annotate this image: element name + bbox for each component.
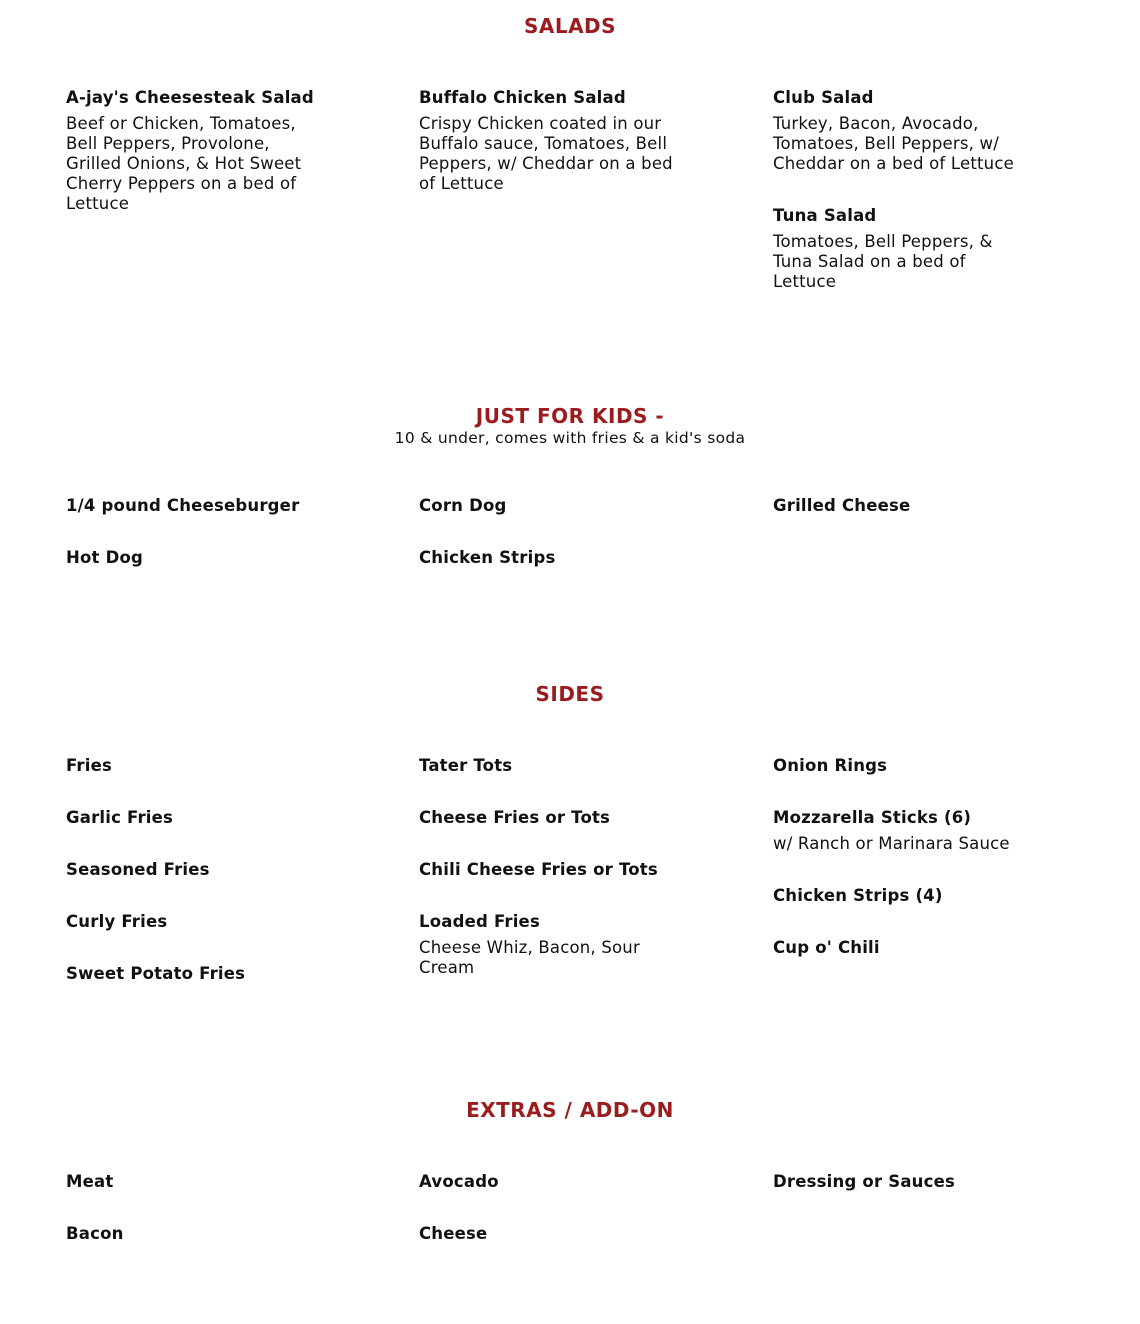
item-name: Dressing or Sauces xyxy=(773,1172,955,1191)
section-title-salads: SALADS xyxy=(523,14,617,38)
menu-item xyxy=(773,756,1043,776)
menu-item xyxy=(419,496,689,516)
menu-item xyxy=(66,808,336,828)
item-desc: Beef or Chicken, Tomatoes, Bell Peppers, Provolone, Grilled Onions, & Hot Sweet Cherry Peppers on a bed of Lettuce xyxy=(66,114,302,213)
item-name: Chicken Strips (4) xyxy=(773,886,943,905)
menu-item xyxy=(66,1172,336,1192)
item-name: Tater Tots xyxy=(419,756,513,775)
item-name: Fries xyxy=(66,756,113,775)
item-name: Hot Dog xyxy=(66,548,144,567)
menu-item xyxy=(66,548,336,568)
item-name: Cup o' Chili xyxy=(773,938,880,957)
menu-item xyxy=(419,912,669,978)
section-title-extras: EXTRAS / ADD-ON xyxy=(466,1098,674,1122)
item-desc: Crispy Chicken coated in our Buffalo sauce, Tomatoes, Bell Peppers, w/ Cheddar on a bed of Lettuce xyxy=(419,114,673,193)
menu-item xyxy=(773,88,1038,174)
item-name: Chicken Strips xyxy=(419,548,556,567)
item-name: Bacon xyxy=(66,1224,124,1243)
menu-item xyxy=(66,88,326,214)
menu-item xyxy=(66,1224,336,1244)
item-name: Mozzarella Sticks (6) xyxy=(773,808,972,827)
menu-item xyxy=(66,496,336,516)
menu-item xyxy=(66,860,336,880)
menu-item xyxy=(419,1224,689,1244)
item-name: Cheese xyxy=(419,1224,488,1243)
section-title-kids: JUST FOR KIDS - xyxy=(475,404,665,428)
menu-item xyxy=(419,1172,689,1192)
item-desc: Cheese Whiz, Bacon, Sour Cream xyxy=(419,938,640,977)
menu-item xyxy=(773,496,1043,516)
item-name: Corn Dog xyxy=(419,496,507,515)
menu-item xyxy=(419,548,689,568)
section-subtitle-kids: 10 & under, comes with fries & a kid's soda xyxy=(394,429,746,447)
item-name: Curly Fries xyxy=(66,912,168,931)
menu-item xyxy=(773,808,1053,854)
item-name: Grilled Cheese xyxy=(773,496,911,515)
item-name: Tuna Salad xyxy=(773,206,877,225)
item-name: Seasoned Fries xyxy=(66,860,210,879)
item-name: Cheese Fries or Tots xyxy=(419,808,611,827)
menu-item xyxy=(773,206,1018,292)
item-name: 1/4 pound Cheeseburger xyxy=(66,496,300,515)
item-name: Buffalo Chicken Salad xyxy=(419,88,626,107)
section-title-sides: SIDES xyxy=(535,682,605,706)
item-name: Club Salad xyxy=(773,88,874,107)
item-desc: w/ Ranch or Marinara Sauce xyxy=(773,834,1010,853)
item-desc: Tomatoes, Bell Peppers, & Tuna Salad on a bed of Lettuce xyxy=(773,232,993,291)
item-name: Onion Rings xyxy=(773,756,888,775)
menu-item xyxy=(66,912,336,932)
item-name: Chili Cheese Fries or Tots xyxy=(419,860,658,879)
menu-item xyxy=(773,886,1043,906)
menu-item xyxy=(773,938,1043,958)
item-desc: Turkey, Bacon, Avocado, Tomatoes, Bell Peppers, w/ Cheddar on a bed of Lettuce xyxy=(773,114,1014,173)
item-name: Sweet Potato Fries xyxy=(66,964,246,983)
menu-item xyxy=(419,88,694,194)
menu-item xyxy=(66,756,336,776)
menu-item xyxy=(419,808,689,828)
item-name: Meat xyxy=(66,1172,114,1191)
menu-item xyxy=(419,860,719,880)
item-name: Loaded Fries xyxy=(419,912,540,931)
menu-item xyxy=(773,1172,1043,1192)
item-name: Garlic Fries xyxy=(66,808,174,827)
menu-item xyxy=(419,756,689,776)
item-name: Avocado xyxy=(419,1172,499,1191)
item-name: A-jay's Cheesesteak Salad xyxy=(66,88,314,107)
menu-item xyxy=(66,964,336,984)
